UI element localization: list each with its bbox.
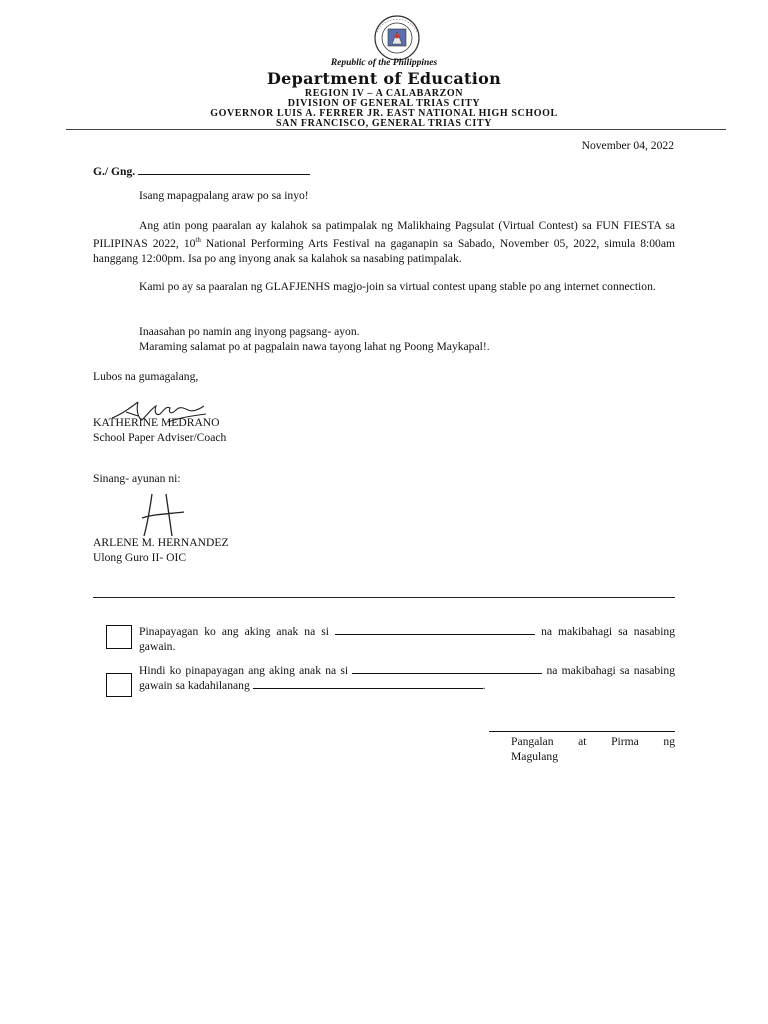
- paragraph-1-text-a: Ang atin pong paaralan ay kalahok sa patimpalak ng Malikhaing Pagsulat (Virtual Contest) sa FUN FIESTA sa PILIPINAS 2022, 10: [93, 219, 675, 250]
- paragraph-1-sup: th: [195, 236, 201, 244]
- department-title: Department of Education: [266, 69, 502, 88]
- school-address: SAN FRANCISCO, GENERAL TRIAS CITY: [275, 118, 493, 129]
- salutation-label: G./ Gng.: [93, 165, 136, 178]
- paragraph-1-text-b: National Performing Arts Festival na gaganapin sa Sabado, November 05, 2022, simula 8:00am hanggang 12:00pm. Isa po ang inyong anak sa kalahok sa nasabing patimpalak.: [93, 236, 675, 265]
- parent-label-word-4: ng: [663, 735, 675, 748]
- head-title: Ulong Guro II- OIC: [93, 551, 187, 564]
- parent-label-word-3: Pirma: [611, 735, 639, 748]
- adviser-title: School Paper Adviser/Coach: [93, 431, 227, 444]
- deny-text-b: na makibahagi sa nasabing gawain sa kadahilanang: [139, 664, 675, 692]
- consent-checkbox-allow[interactable]: [106, 625, 132, 649]
- consent-option-allow: [139, 624, 675, 654]
- salutation: [93, 164, 310, 179]
- paragraph-3-line-1: Inaasahan po namin ang inyong pagsang- ayon.: [139, 325, 360, 338]
- consent-option-deny: [139, 663, 675, 693]
- paragraph-1: [93, 218, 675, 266]
- head-name: ARLENE M. HERNANDEZ: [93, 536, 229, 549]
- header-divider: [66, 129, 726, 130]
- recipient-blank[interactable]: [138, 174, 310, 175]
- deped-seal-logo: [359, 14, 435, 60]
- parent-label-word-5: Magulang: [511, 750, 559, 763]
- cut-line: [93, 597, 675, 598]
- republic-line: Republic of the Philippines: [330, 58, 438, 68]
- reason-blank[interactable]: [253, 688, 483, 689]
- consent-checkbox-deny[interactable]: [106, 673, 132, 697]
- paragraph-2: Kami po ay sa paaralan ng GLAFJENHS magjo-join sa virtual contest upang stable po ang internet connection.: [139, 280, 656, 293]
- parent-label-word-2: at: [578, 735, 587, 748]
- approved-by-label: Sinang- ayunan ni:: [93, 472, 181, 485]
- deny-text-a: Hindi ko pinapayagan ang aking anak na si: [139, 664, 349, 677]
- parent-signature-line[interactable]: [489, 731, 675, 732]
- parent-label-word-1: Pangalan: [511, 735, 554, 748]
- paragraph-3-line-2: Maraming salamat po at pagpalain nawa tayong lahat ng Poong Maykapal!.: [139, 340, 490, 353]
- greeting: Isang mapagpalang araw po sa inyo!: [139, 189, 309, 202]
- allow-text-a: Pinapayagan ko ang aking anak na si: [139, 625, 329, 638]
- letter-date: November 04, 2022: [581, 139, 674, 152]
- division-line: DIVISION OF GENERAL TRIAS CITY: [287, 98, 481, 109]
- allow-text-b: na makibahagi sa nasabing gawain.: [139, 625, 676, 653]
- child-name-blank-allow[interactable]: [335, 634, 535, 635]
- parent-signature-label: [511, 734, 675, 764]
- region-line: REGION IV – A CALABARZON: [304, 88, 464, 99]
- child-name-blank-deny[interactable]: [352, 673, 542, 674]
- adviser-name: KATHERINE MEDRANO: [93, 416, 220, 429]
- complimentary-close: Lubos na gumagalang,: [93, 370, 199, 383]
- school-name: GOVERNOR LUIS A. FERRER JR. EAST NATIONAL HIGH SCHOOL: [210, 108, 558, 119]
- deny-text-end: .: [482, 679, 486, 692]
- paragraph-3: [139, 324, 490, 354]
